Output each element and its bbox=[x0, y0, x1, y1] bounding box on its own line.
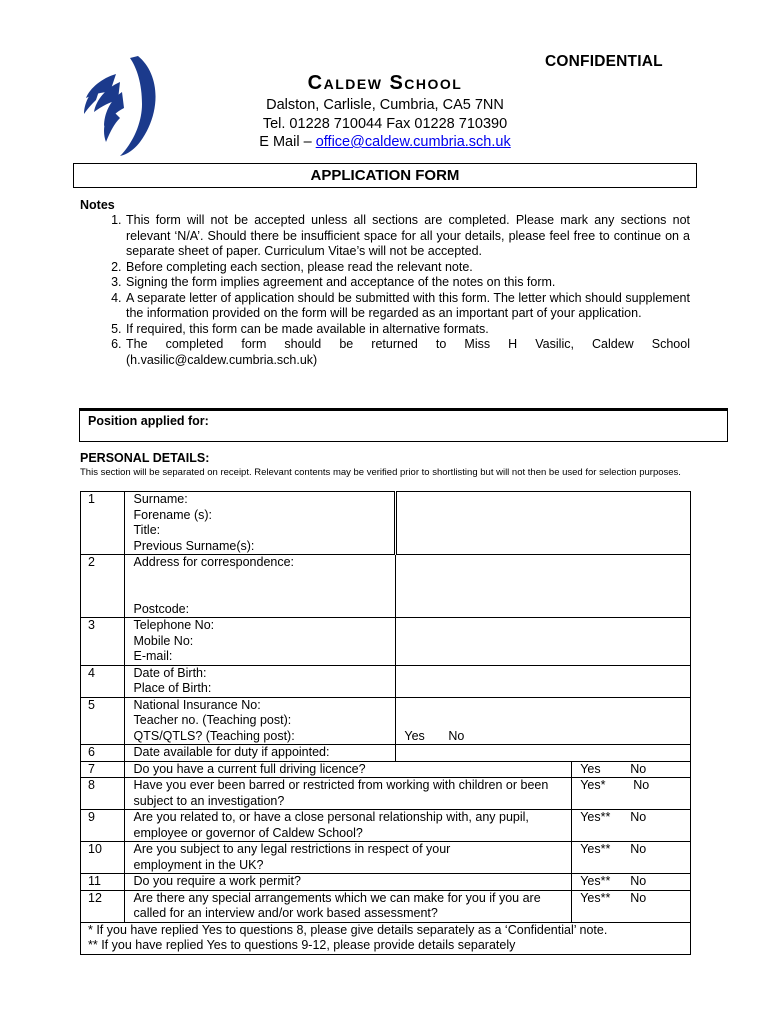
yes-option[interactable]: Yes** bbox=[580, 874, 611, 888]
ni-input-area[interactable] bbox=[396, 697, 691, 745]
row-number: 9 bbox=[81, 810, 125, 842]
birth-input-area[interactable] bbox=[396, 665, 691, 697]
legal-restrictions-question bbox=[124, 842, 572, 874]
related-question: Are you related to, or have a close personal relationship with, any pupil, employee or governor of Caldew School? bbox=[124, 810, 572, 842]
position-applied-label: Position applied for: bbox=[88, 414, 209, 428]
table-row bbox=[81, 810, 691, 842]
surname-label: Surname: bbox=[133, 492, 188, 506]
title-label: Title: bbox=[133, 523, 161, 537]
ni-number-label: National Insurance No: bbox=[133, 697, 261, 712]
row-number: 10 bbox=[81, 842, 125, 874]
note-item: 1. This form will not be accepted unless all sections are completed. Please mark any sections not relevant ‘N/A’. Should there be insufficient space for all your details, please feel free to continue on a separate sheet of paper. Curriculum Vitae’s will not be accepted. bbox=[125, 213, 690, 260]
previous-surname-label: Previous Surname(s): bbox=[133, 538, 255, 553]
personal-details-table bbox=[80, 491, 691, 955]
row-number: 2 bbox=[81, 555, 125, 618]
table-row bbox=[81, 922, 691, 954]
special-arrangements-text: Are there any special arrangements which we can make for you if you are called for an interview and/or work based assessment? bbox=[133, 890, 541, 920]
row-number: 3 bbox=[81, 618, 125, 666]
confidential-label: CONFIDENTIAL bbox=[545, 53, 663, 70]
work-permit-question: Do you require a work permit? bbox=[124, 874, 572, 891]
no-option[interactable]: No bbox=[630, 810, 647, 824]
yes-option[interactable]: Yes** bbox=[580, 890, 611, 905]
no-option[interactable]: No bbox=[630, 761, 647, 776]
legal-restrictions-answer[interactable] bbox=[572, 842, 691, 874]
yes-option[interactable]: Yes** bbox=[580, 842, 611, 856]
notes-list bbox=[80, 213, 690, 368]
row-number: 4 bbox=[81, 665, 125, 697]
contact-input-area[interactable] bbox=[396, 618, 691, 666]
row-number: 12 bbox=[81, 890, 125, 922]
note-item: 4. A separate letter of application should be submitted with this form. The letter which should supplement the information provided on the form will be regarded as an important part of your application. bbox=[125, 291, 690, 322]
name-input-area[interactable] bbox=[396, 492, 691, 555]
table-row bbox=[81, 697, 691, 745]
address-label: Address for correspondence: bbox=[133, 555, 295, 569]
school-email-link[interactable]: office@caldew.cumbria.sch.uk bbox=[315, 134, 511, 150]
email-label: E-mail: bbox=[133, 649, 173, 663]
no-option[interactable]: No bbox=[633, 778, 650, 792]
row-number: 7 bbox=[81, 761, 125, 778]
table-row bbox=[81, 842, 691, 874]
table-row bbox=[81, 745, 691, 762]
note-item: 5. If required, this form can be made available in alternative formats. bbox=[125, 322, 690, 338]
yes-option[interactable]: Yes** bbox=[580, 810, 611, 824]
row-number: 1 bbox=[81, 492, 125, 555]
work-permit-answer[interactable] bbox=[572, 874, 691, 891]
footnotes bbox=[81, 922, 691, 954]
teacher-number-label: Teacher no. (Teaching post): bbox=[133, 713, 292, 727]
mobile-label: Mobile No: bbox=[133, 633, 194, 648]
date-of-birth-label: Date of Birth: bbox=[133, 665, 207, 680]
barred-question: Have you ever been barred or restricted from working with children or been subject to an investigation? bbox=[124, 778, 572, 810]
barred-answer[interactable] bbox=[572, 778, 691, 810]
note-item: 6. The completed form should be returned to Miss H Vasilic, Caldew School (h.vasilic@caldew.cumbria.sch.uk) bbox=[125, 337, 690, 368]
driving-licence-answer[interactable] bbox=[572, 761, 691, 778]
table-row bbox=[81, 890, 691, 922]
telephone-label: Telephone No: bbox=[133, 618, 215, 632]
forename-label: Forename (s): bbox=[133, 507, 213, 522]
qts-yes-option[interactable]: Yes bbox=[404, 728, 425, 743]
row-number: 8 bbox=[81, 778, 125, 810]
personal-details-title: PERSONAL DETAILS: bbox=[80, 451, 210, 465]
availability-input-area[interactable] bbox=[396, 745, 691, 762]
no-option[interactable]: No bbox=[630, 842, 647, 856]
address-input-area[interactable] bbox=[396, 555, 691, 618]
table-row bbox=[81, 874, 691, 891]
contact-labels bbox=[124, 618, 396, 666]
yes-option[interactable]: Yes bbox=[580, 761, 601, 776]
row-number: 11 bbox=[81, 874, 125, 891]
school-address: Dalston, Carlisle, Cumbria, CA5 7NN bbox=[266, 97, 504, 113]
school-email-line bbox=[0, 134, 770, 150]
school-phone: Tel. 01228 710044 Fax 01228 710390 bbox=[262, 116, 508, 132]
qts-label: QTS/QTLS? (Teaching post): bbox=[133, 728, 295, 743]
email-prefix: E Mail – bbox=[259, 134, 316, 150]
table-row bbox=[81, 761, 691, 778]
school-name: Caldew School bbox=[307, 72, 463, 94]
availability-label: Date available for duty if appointed: bbox=[124, 745, 396, 762]
no-option[interactable]: No bbox=[630, 890, 647, 905]
name-labels bbox=[124, 492, 396, 555]
special-arrangements-question bbox=[124, 890, 572, 922]
notes-title: Notes bbox=[80, 198, 115, 212]
address-labels bbox=[124, 555, 396, 618]
birth-labels bbox=[124, 665, 396, 697]
legal-restrictions-text: Are you subject to any legal restrictions in respect of your employment in the UK? bbox=[133, 842, 451, 872]
table-row bbox=[81, 778, 691, 810]
no-option[interactable]: No bbox=[630, 874, 647, 888]
yes-option[interactable]: Yes* bbox=[580, 778, 606, 792]
note-item: 2. Before completing each section, please read the relevant note. bbox=[125, 260, 690, 276]
special-arrangements-answer[interactable] bbox=[572, 890, 691, 922]
table-row bbox=[81, 618, 691, 666]
footnote-single-asterisk: * If you have replied Yes to questions 8, please give details separately as a ‘Confidential’ note. bbox=[88, 922, 608, 937]
table-row bbox=[81, 492, 691, 555]
note-item: 3. Signing the form implies agreement and acceptance of the notes on this form. bbox=[125, 275, 690, 291]
postcode-label: Postcode: bbox=[133, 601, 190, 616]
related-answer[interactable] bbox=[572, 810, 691, 842]
form-title: APPLICATION FORM bbox=[73, 163, 697, 188]
row-number: 5 bbox=[81, 697, 125, 745]
ni-labels bbox=[124, 697, 396, 745]
row-number: 6 bbox=[81, 745, 125, 762]
footnote-double-asterisk: ** If you have replied Yes to questions 9-12, please provide details separately bbox=[88, 938, 516, 952]
place-of-birth-label: Place of Birth: bbox=[133, 681, 212, 695]
qts-no-option[interactable]: No bbox=[448, 728, 465, 743]
table-row bbox=[81, 555, 691, 618]
personal-details-note: This section will be separated on receipt. Relevant contents may be verified prior to shortlisting but will not then be used for selection purposes. bbox=[80, 467, 681, 478]
position-applied-field[interactable] bbox=[79, 408, 728, 442]
table-row bbox=[81, 665, 691, 697]
driving-licence-question: Do you have a current full driving licence? bbox=[124, 761, 572, 778]
